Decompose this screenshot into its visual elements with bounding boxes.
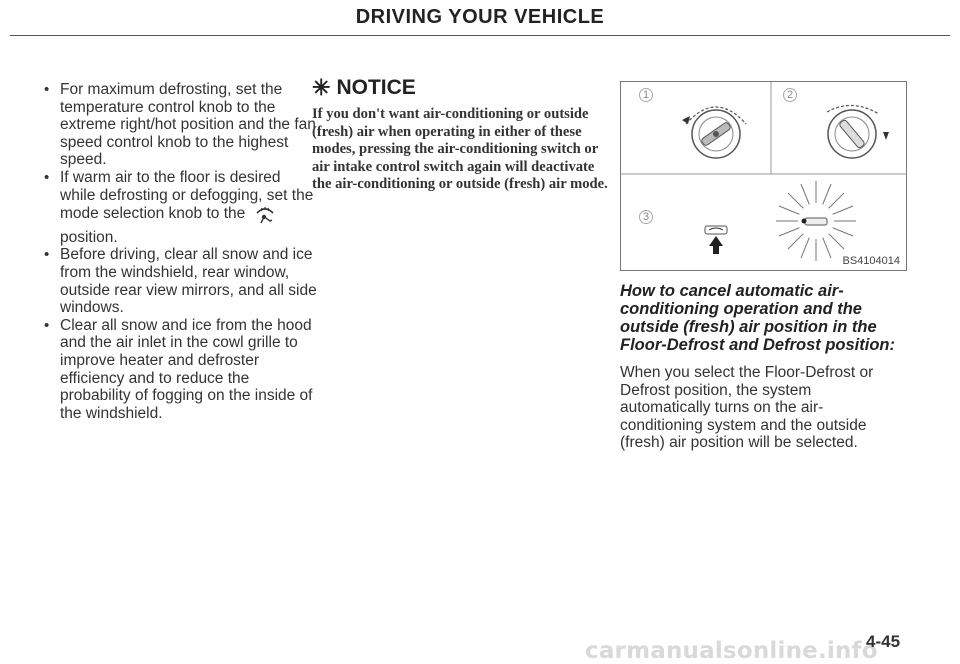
bullet-text-tail: position. — [60, 228, 118, 246]
figure-label-3: 3 — [639, 210, 653, 224]
control-knob-figure — [620, 81, 907, 271]
section-body: When you select the Floor-Defrost or Defrost position, the system automatically turns on the air-conditioning system and the outside (fresh) air position will be selected. — [620, 364, 874, 452]
watermark: carmanualsonline.info — [585, 638, 878, 664]
notice-body: If you don't want air-conditioning or outside (fresh) air when operating in either of these modes, pressing the air-conditioning switch or air intake control switch again will deactivate the air-conditioning or outside (fresh) air mode. — [312, 106, 608, 193]
list-item: • Before driving, clear all snow and ice from the windshield, rear window, outside rear view mirrors, and all side windows. — [44, 246, 317, 317]
notice-title-text: NOTICE — [336, 76, 416, 99]
header-divider — [10, 35, 950, 36]
bullet-list — [40, 81, 320, 422]
notice-heading — [312, 76, 617, 100]
cancel-ac-section — [620, 282, 920, 452]
bullet-text: For maximum defrosting, set the temperature control knob to the extreme right/hot position and the fan speed control knob to the highest speed. — [60, 81, 316, 169]
mode-knob-icon — [807, 94, 897, 171]
notice-box — [312, 76, 617, 194]
defrost-tips-column — [40, 81, 320, 422]
asterisk-icon: ✳ — [312, 75, 331, 100]
list-item: • Clear all snow and ice from the hood and the air inlet in the cowl grille to improve heater and defroster efficiency and to reduce the probability of fogging on the inside of the windshield. — [44, 316, 313, 422]
list-item: • For maximum defrosting, set the temperature control knob to the extreme right/hot position and the fan speed control knob to the highest speed. — [44, 81, 316, 169]
section-heading: How to cancel automatic air-conditioning operation and the outside (fresh) air position in the Floor-Defrost and Defrost position: — [620, 282, 895, 354]
list-item: • If warm air to the floor is desired while defrosting or defogging, set the mode selection knob to the position. — [44, 168, 314, 246]
bullet-text: Before driving, clear all snow and ice from the windshield, rear window, outside rear view mirrors, and all side windows. — [60, 246, 317, 317]
page-header: DRIVING YOUR VEHICLE — [355, 6, 605, 28]
figure-label-2: 2 — [783, 88, 797, 102]
floor-defrost-mode-icon — [254, 204, 276, 229]
bullet-text: Clear all snow and ice from the hood and the air inlet in the cowl grille to improve heater and defroster efficiency and to reduce the probability of fogging on the inside of the windshield. — [60, 316, 313, 422]
page-number: 4-45 — [866, 632, 901, 651]
figure-code: BS4104014 — [842, 255, 900, 267]
bullet-text: If warm air to the floor is desired while defrosting or defogging, set the mode selection knob to the — [60, 168, 314, 223]
defrost-button-icon — [701, 224, 731, 265]
temperature-knob-icon — [676, 94, 756, 171]
figure-label-1: 1 — [639, 88, 653, 102]
